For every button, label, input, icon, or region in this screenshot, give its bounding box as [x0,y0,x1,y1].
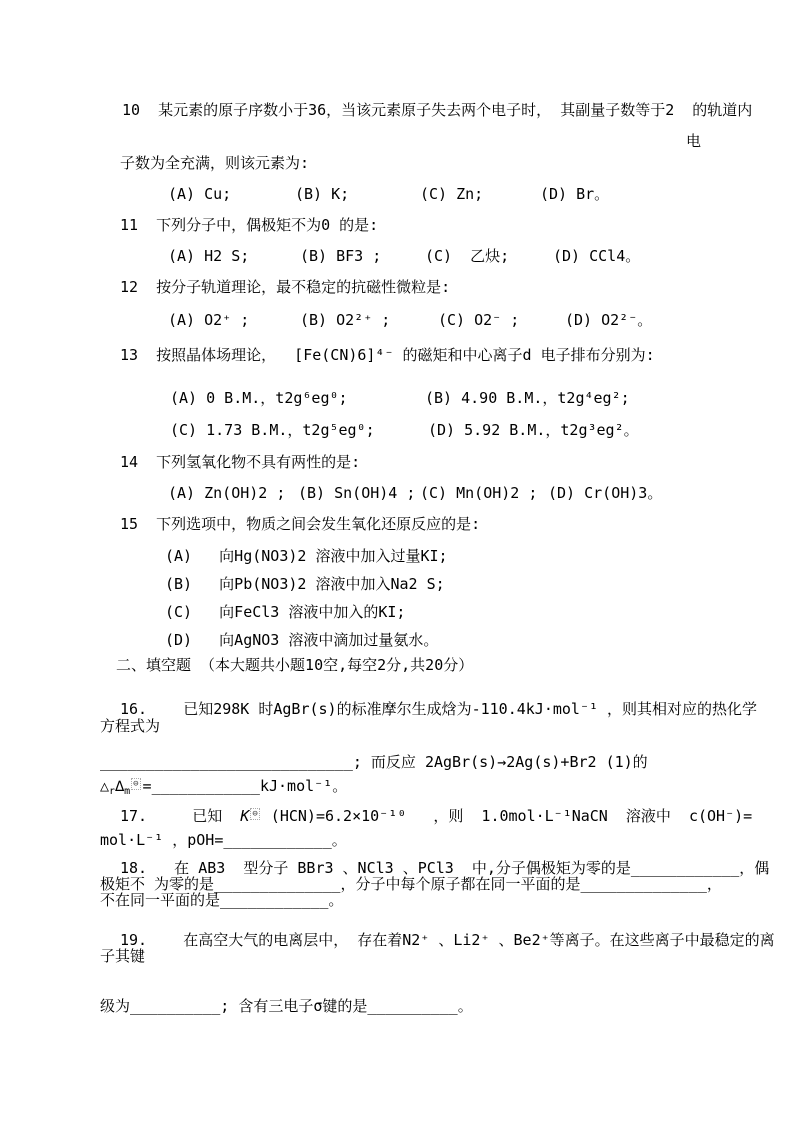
q14-option-a: (A) Zn(OH)2 ; [168,484,286,502]
q12-option-a: (A) O2⁺ ; [168,311,250,329]
q18-text-line-3: 不在同一平面的是____________。 [100,891,344,909]
q16-text-line-4 [100,776,347,802]
q11-text-line-1: 11 下列分子中，偶极矩不为0 的是: [120,216,379,234]
q16-answer-blank-1: ____________________________ [100,753,353,771]
q15-option-c: (C) 向FeCl3 溶液中加入的KI; [165,603,406,621]
q18-text-line-1: 18. 在 AB3 型分子 BBr3 、NCl3 、PCl3 中,分子偶极矩为零的是____________，偶 [120,859,770,877]
q13-option-b: (B) 4.90 B.M.，t2g⁴eg²; [425,389,630,407]
q13-option-d: (D) 5.92 B.M.，t2g³eg²。 [428,421,639,439]
q13-text-line-1: 13 按照晶体场理论， [Fe(CN)6]⁴⁻ 的磁矩和中心离子d 电子排布分别为: [120,346,655,364]
delta-symbol: △ [100,777,110,795]
q14-option-b: (B) Sn(OH)4 ; [298,484,416,502]
q19-text-line-1: 19. 在高空大气的电离层中， 存在着N2⁺ 、Li2⁺ 、Be2⁺等离子。在这些离子中最稳定的离 [120,931,775,949]
q10-option-b: (B) K; [295,185,350,203]
q17-rest: (HCN)=6.2×10⁻¹⁰ ，则 1.0mol·L⁻¹NaCN 溶液中 c(OH⁻)= [261,807,753,825]
q14-option-c: (C) Mn(OH)2 ; [420,484,538,502]
delta-symbol-2: ∆ [115,777,125,795]
q16-answer-blank-2: =____________kJ·mol⁻¹。 [142,777,348,795]
q12-option-b: (B) O2²⁺ ; [300,311,391,329]
q12-text-line-1: 12 按分子轨道理论，最不稳定的抗磁性微粒是: [120,278,451,296]
q10-option-c: (C) Zn; [420,185,484,203]
q17-text-line-2: mol·L⁻¹ ，pOH=____________。 [100,831,347,849]
q19-text-line-3: 级为__________; 含有三电子σ键的是__________。 [100,997,473,1015]
standard-state-symbol-icon: ⊖ [252,809,258,819]
q18-text-line-2: 极矩不 为零的是______________，分子中每个原子都在同一平面的是______________， [100,875,722,893]
q14-text-line-1: 14 下列氢氧化物不具有两性的是: [120,453,361,471]
q11-option-b: (B) BF3 ; [300,247,382,265]
q10-text-line-2: 电 [686,132,702,150]
q10-option-a: (A) Cu; [168,185,232,203]
q11-option-c: (C) 乙炔; [425,247,510,265]
q17-text-line-1 [120,806,752,826]
q10-text-line-1: 10 某元素的原子序数小于36，当该元素原子失去两个电子时， 其副量子数等于2 的轨道内 [122,101,753,119]
q14-option-d: (D) Cr(OH)3。 [548,484,663,502]
equilibrium-constant-k: K [240,807,250,825]
q10-option-d: (D) Br。 [540,185,610,203]
q13-option-c: (C) 1.73 B.M.，t2g⁵eg⁰; [170,421,375,439]
section-2-header: 二、填空题 （本大题共小题10空,每空2分,共20分） [116,656,474,674]
delta-subscript-r: r [109,786,116,797]
q16-reaction-text: ; 而反应 2AgBr(s)→2Ag(s)+Br2 (1)的 [352,753,648,771]
q16-text-line-1: 16. 已知298K 时AgBr(s)的标准摩尔生成焓为-110.4kJ·mol⁻¹ ，则其相对应的热化学 [120,700,758,718]
standard-state-symbol-icon: ⊖ [133,779,139,789]
q11-option-a: (A) H2 S; [168,247,250,265]
q15-option-d: (D) 向AgNO3 溶液中滴加过量氨水。 [165,631,439,649]
q15-text-line-1: 15 下列选项中，物质之间会发生氧化还原反应的是: [120,515,481,533]
q16-text-line-2: 方程式为 [100,717,161,735]
q15-option-a: (A) 向Hg(NO3)2 溶液中加入过量KI; [165,547,448,565]
delta-subscript-m: m [124,786,131,797]
q12-option-c: (C) O2⁻ ; [438,311,520,329]
q13-option-a: (A) 0 B.M.，t2g⁶eg⁰; [170,389,348,407]
q12-option-d: (D) O2²⁻。 [565,311,653,329]
q16-text-line-3 [100,752,648,772]
q19-text-line-2: 子其键 [100,947,146,965]
q10-text-line-3: 子数为全充满，则该元素为: [120,154,310,172]
q15-option-b: (B) 向Pb(NO3)2 溶液中加入Na2 S; [165,575,445,593]
q17-prefix: 17. 已知 [120,807,241,825]
q11-option-d: (D) CCl4。 [553,247,641,265]
